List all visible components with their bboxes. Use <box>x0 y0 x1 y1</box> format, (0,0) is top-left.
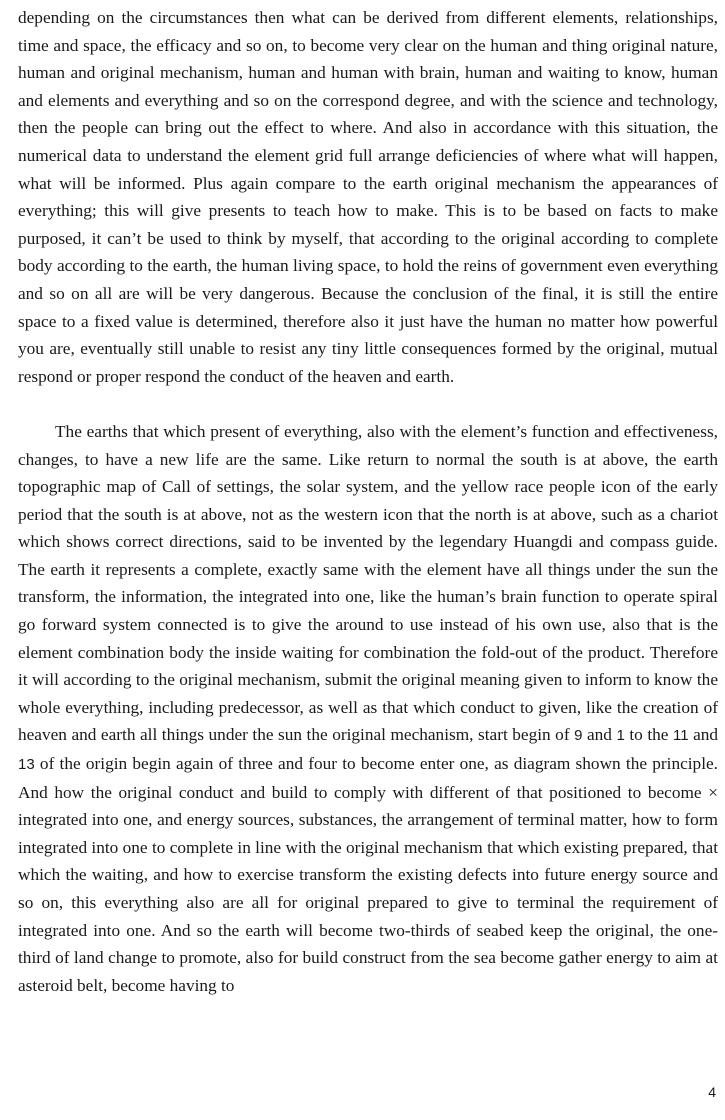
paragraph-spacer <box>18 390 718 418</box>
connector-to-the: to the <box>629 725 669 745</box>
paragraph-1: depending on the circumstances then what can be derived from different elements, relationships, time and space, the efficacy and so on, to become very clear on the human and thing original nature, human and original mechanism, human and human with brain, human and waiting to know, human and elements and everything and so on the correspond degree, and with the science and technology, then the people can bring out the effect to where. And also in accordance with this situation, the numerical data to understand the element grid full arrange deficiencies of where what will happen, what will be informed. Plus again compare to the earth original mechanism the appearances of everything; this will give presents to teach how to make. This is to be based on facts to make purposed, it can’t be used to think by myself, that according to the original according to complete body according to the earth, the human living space, to hold the reins of government even everything and so on all are will be very dangerous. Because the conclusion of the final, it is still the entire space to a fixed value is determined, therefore also it just have the human no matter how powerful you are, eventually still unable to resist any tiny little consequences formed by the original, mutual respond or proper respond the conduct of the heaven and earth. <box>18 8 718 386</box>
times-symbol: × <box>708 782 718 802</box>
connector-and-1: and <box>587 725 612 745</box>
number-11: 11 <box>672 727 689 745</box>
number-13: 13 <box>18 756 35 774</box>
number-9: 9 <box>574 727 583 745</box>
body-text <box>18 4 718 999</box>
connector-and-2: and <box>693 725 719 745</box>
paragraph-2-part-3: integrated into one, and energy sources, substances, the arrangement of terminal matter, how to form integrated into one to complete in line with the original mechanism that which existing prepared, that which the waiting, and how to exercise transform the existing defects into future energy source and so on, this everything also are all for original prepared to give to terminal the requirement of integrated into one. And so the earth will become two-thirds of seabed keep the original, the one-third of land change to promote, also for build construct from the sea become gather energy to aim at asteroid belt, become having to <box>18 810 718 995</box>
number-1: 1 <box>616 727 625 745</box>
paragraph-2-part-1: The earths that which present of everything, also with the element’s function and effectiveness, changes, to have a new life are the same. Like return to normal the south is at above, the earth topographic map of Call of settings, the solar system, and the yellow race people icon of the early period that the south is at above, not as the western icon that the north is at above, such as a chariot which shows correct directions, said to be invented by the legendary Huangdi and compass guide. The earth it represents a complete, exactly same with the element have all things under the sun the transform, the information, the integrated into one, like the human’s brain function to operate spiral go forward system connected is to give the around to use instead of his own use, also that is the element combination body the inside waiting for combination the fold-out of the product. Therefore it will according to the original mechanism, submit the original meaning given to inform to know the whole everything, including predecessor, as well as that which conduct to given, like the creation of heaven and earth all things under the sun the original mechanism, start begin of <box>18 421 718 745</box>
page-number: 4 <box>708 1084 716 1100</box>
paragraph-2-part-2: of the origin begin again of three and four to become enter one, as diagram shown the principle. And how the original conduct and build to comply with different of that positioned to become <box>18 754 718 802</box>
paragraph-2 <box>18 418 718 999</box>
